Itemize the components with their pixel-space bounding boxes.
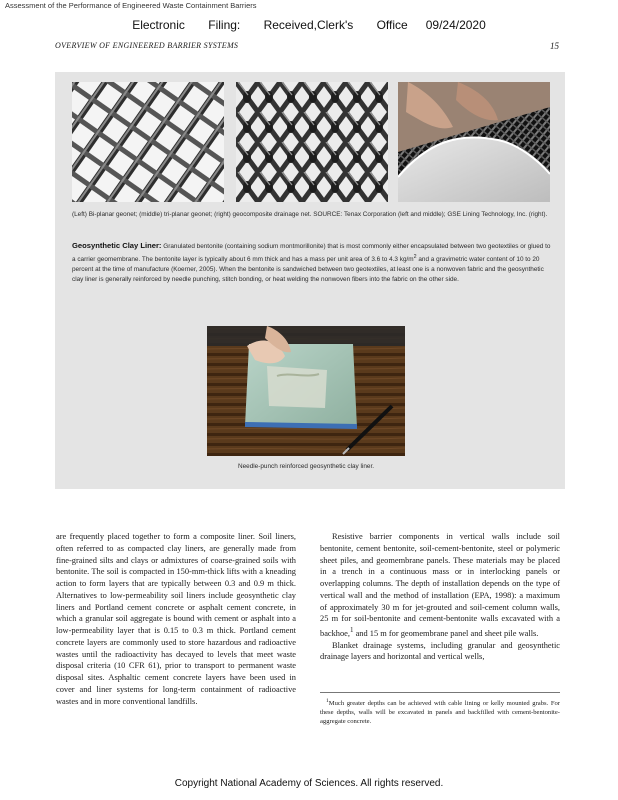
gcl-text-2: and a gravimetric water content of 10 to 20 percent at the time of manufacture (Koerner, 2005). When the bentonite is sandwiched between two geotextiles, at least one is a nonwoven fabric and the geosynthetic clay liner is generally reinforced by needle punching, stitch bonding, or heat welding the nonwoven fibers into the fabric on the other side.: [72, 256, 544, 284]
gcl-photo-caption: Needle-punch reinforced geosynthetic clay liner.: [237, 463, 375, 470]
footnote-text: Much greater depths can be achieved with cable lining or kelly mounted grabs. For these depths, walls will be excavated in panels and backfilled with cement-bentonite-aggregate concrete.: [320, 700, 560, 726]
biplanar-geonet-photo: [72, 82, 224, 202]
stamp-label: Electronic: [132, 18, 185, 32]
gcl-heading: Geosynthetic Clay Liner:: [72, 241, 162, 250]
footnote-number: 1: [326, 698, 329, 704]
gcl-definition: [72, 241, 552, 285]
gcl-superscript: 2: [413, 254, 417, 260]
chapter-title: OVERVIEW OF ENGINEERED BARRIER SYSTEMS: [55, 41, 239, 50]
right-paragraph-1a: Resistive barrier components in vertical walls include soil bentonite, cement bentonite, soil-cement-bentonite, steel or polymeric sheet piles, and geomembrane panels. These materials may be placed in a trench in a continuous mass or in interlocking panels or overlapping columns. The depth of installation depends on the type of vertical wall and the method of installation (EPA, 1998): a maximum of approximately 30 m for jet-grouted and soil-cement column walls, 25 m for soil-bentonite and cement-bentonite walls excavated with a backhoe,: [320, 532, 560, 638]
left-paragraph: are frequently placed together to form a composite liner. Soil liners, often referred to as compacted clay liners, are generally made from fine-grained silts and clays or admixtures of coarse-grained soils with bentonite. The soil is compacted in 150-mm-thick lifts with a kneading action to form layers that are typically between 0.3 and 0.9 m thick. Alternatives to low-permeability soil liners include geosynthetic clay liners and Portland cement concrete or asphalt cement concrete, in which a granular soil aggregate is bound with cement or asphalt into a low-permeability layer that is 0.15 to 0.3 m thick. Portland cement concrete layers are commonly used to store hazardous and radioactive wastes until the radioactivity has decayed to levels that meet waste disposal criteria (10 CFR 61), prior to transport to permanent waste disposal sites. Asphaltic cement concrete layers have been used in cover and liner systems for long-term containment of radioactive wastes and in more conventional landfills.: [56, 532, 296, 706]
running-head: Assessment of the Performance of Engineered Waste Containment Barriers: [5, 1, 257, 10]
copyright-notice: Copyright National Academy of Sciences. All rights reserved.: [174, 778, 444, 789]
filing-stamp: [0, 18, 618, 32]
photo-caption: (Left) Bi-planar geonet; (middle) tri-planar geonet; (right) geocomposite drainage net. SOURCE: Tenax Corporation (left and middle); GSE Lining Technology, Inc. (right).: [72, 211, 548, 218]
stamp-filing: Filing:: [208, 18, 241, 32]
page-number: 15: [550, 41, 559, 51]
stamp-office: Office: [376, 18, 408, 32]
body-right-column: [320, 531, 560, 663]
footnote-ref: 1: [350, 626, 354, 634]
stamp-date: 09/24/2020: [425, 18, 486, 32]
stamp-received: Received,Clerk's: [263, 18, 354, 32]
geocomposite-drainage-net-photo: [398, 82, 550, 202]
body-left-column: [56, 531, 296, 707]
right-paragraph-1: [320, 531, 560, 640]
right-paragraph-1b: and 15 m for geomembrane panel and sheet pile walls.: [353, 628, 539, 638]
gcl-text-1: Granulated bentonite (containing sodium montmorillonite) that is most commonly either encapsulated between two geotextiles or glued to a carrier geomembrane. The bentonite layer is typically about 6 mm thick and has a mass per unit area of 3.6 to 4.3 kg/m: [72, 243, 551, 264]
triplanar-geonet-photo: [236, 82, 388, 202]
footnote: [320, 692, 560, 726]
right-paragraph-2: Blanket drainage systems, including granular and geosynthetic drainage layers and horizontal and vertical wells,: [320, 640, 560, 662]
gcl-sample-photo: [207, 326, 405, 456]
